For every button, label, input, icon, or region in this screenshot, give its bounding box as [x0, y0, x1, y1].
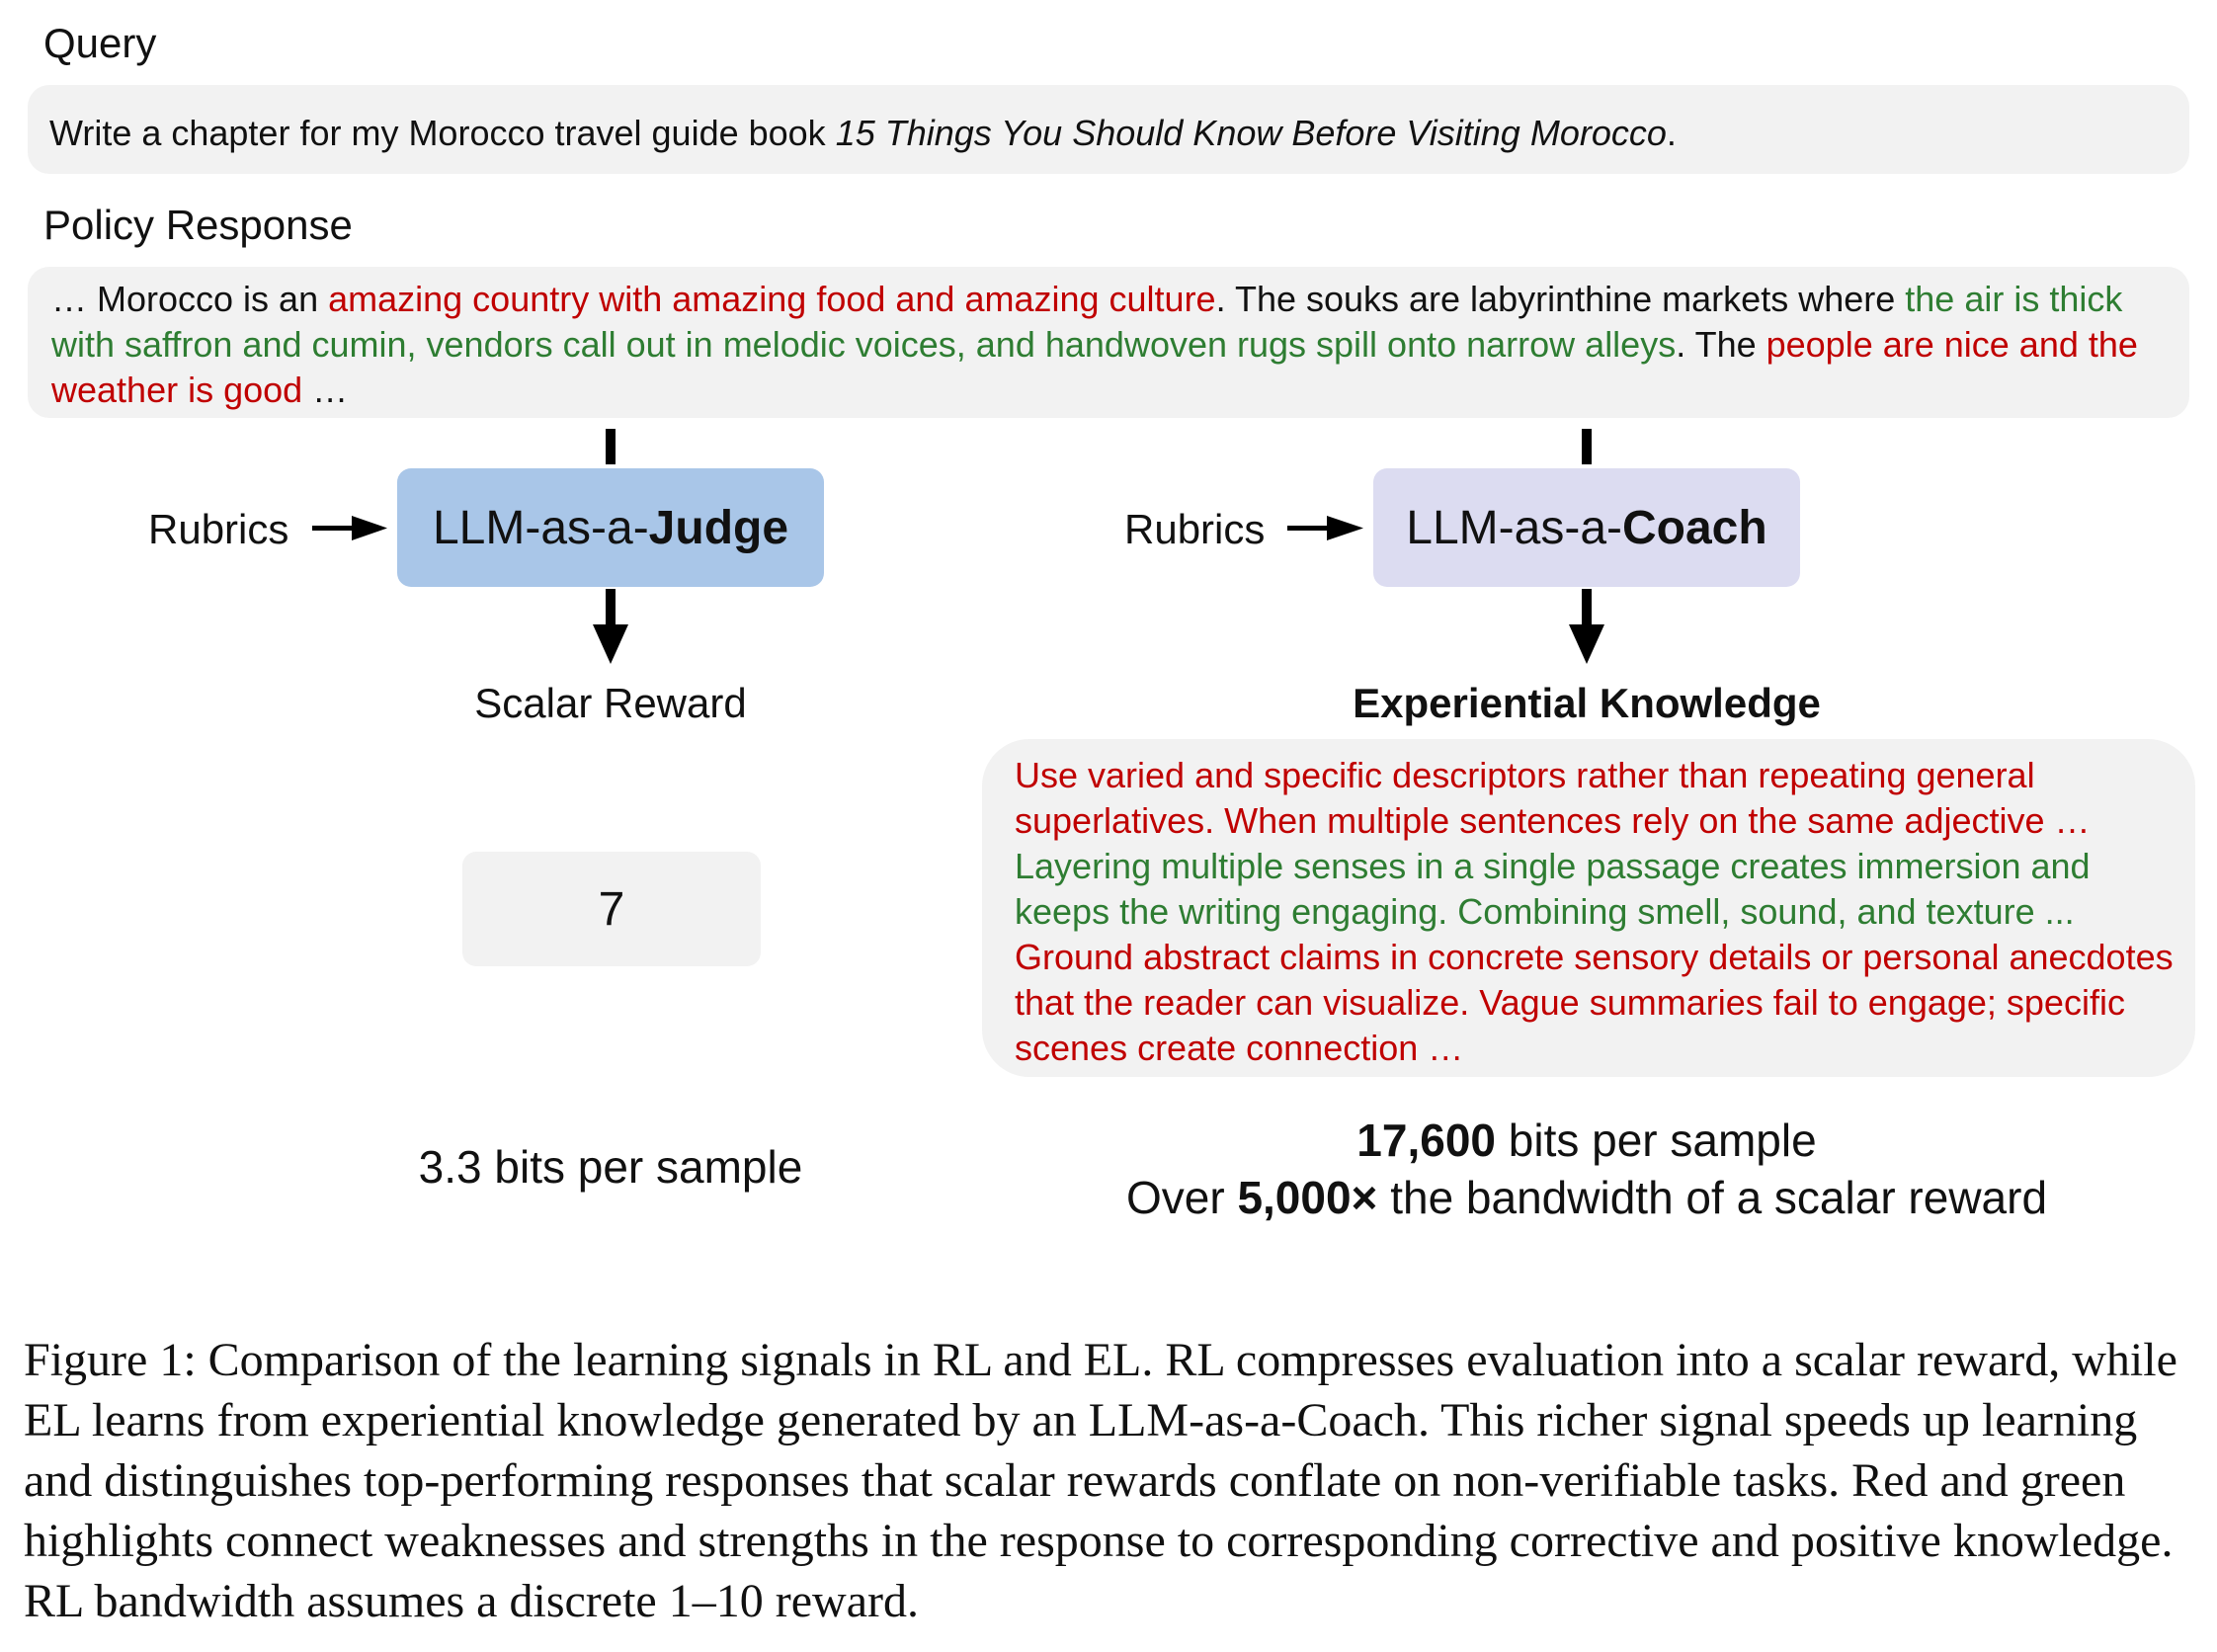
query-text-end: . — [1666, 113, 1677, 153]
knowledge-item-strong: Layering multiple senses in a single passage creates immersion and keeps the writing engaging. Combining smell, sound, and texture ... — [1015, 846, 2091, 932]
policy-to-coach-connector — [1582, 429, 1592, 464]
query-text: Write a chapter for my Morocco travel guide book — [49, 113, 836, 153]
coach-rubrics-label: Rubrics — [1124, 506, 1266, 552]
coach-bits-bold: 17,600 — [1356, 1115, 1496, 1166]
coach-to-knowledge-arrow — [1569, 589, 1604, 664]
policy-segment-plain: … Morocco is an — [51, 279, 329, 319]
judge-bandwidth: 3.3 bits per sample — [418, 1141, 803, 1193]
policy-segment-strong: the air is thick with saffron and cumin, vendors call out in melodic voices, and handwoven rugs spill onto narrow alleys — [51, 279, 2123, 365]
policy-segment-plain: . The — [1676, 324, 1766, 365]
coach-bits-rest: bits per sample — [1496, 1115, 1817, 1166]
llm-coach-node — [1373, 468, 1800, 587]
judge-node-prefix: LLM-as-a- — [432, 501, 649, 554]
policy-segment-weak: amazing country with amazing food and amazing culture — [328, 279, 1216, 319]
experiential-knowledge-panel — [982, 739, 2195, 1077]
coach-over-bold: 5,000× — [1237, 1172, 1378, 1223]
llm-judge-node — [397, 468, 824, 587]
coach-over-line — [994, 1169, 2179, 1226]
figure-caption: Figure 1: Comparison of the learning signals in RL and EL. RL compresses evaluation into a scalar reward, while EL learns from experiential knowledge generated by an LLM-as-a-Coach. This richer signal speeds up learning and distinguishes top-performing responses that scalar rewards conflate on non-verifiable tasks. Red and green highlights connect weaknesses and strengths in the response to corresponding corrective and positive knowledge. RL bandwidth assumes a discrete 1–10 reward. — [24, 1334, 2177, 1627]
judge-node-bold: Judge — [648, 501, 789, 554]
experiential-knowledge-label: Experiential Knowledge — [1353, 680, 1821, 726]
policy-heading: Policy Response — [43, 202, 353, 248]
policy-segment-plain: … — [302, 370, 349, 410]
policy-segment-weak: people are nice and the weather is good — [51, 324, 2138, 410]
query-heading: Query — [43, 20, 157, 66]
coach-bits-line — [994, 1112, 2179, 1169]
policy-to-judge-connector — [606, 429, 616, 464]
scalar-reward-label: Scalar Reward — [474, 680, 747, 726]
rubrics-to-judge-arrow — [312, 516, 387, 540]
judge-to-reward-arrow — [593, 589, 628, 664]
book-title: 15 Things You Should Know Before Visiting Morocco — [835, 113, 1667, 153]
coach-over-rest: the bandwidth of a scalar reward — [1377, 1172, 2048, 1223]
rubrics-to-coach-arrow — [1287, 516, 1363, 540]
policy-segment-plain: . The souks are labyrinthine markets where — [1215, 279, 1906, 319]
knowledge-item-weak: Ground abstract claims in concrete sensory details or personal anecdotes that the reader can visualize. Vague summaries fail to engage; specific scenes create connection … — [1015, 937, 2174, 1068]
coach-over-prefix: Over — [1125, 1172, 1238, 1223]
coach-bandwidth — [994, 1112, 2179, 1226]
judge-rubrics-label: Rubrics — [148, 506, 289, 552]
coach-node-bold: Coach — [1622, 501, 1767, 554]
knowledge-item-weak: Use varied and specific descriptors rather than repeating general superlatives. When multiple sentences rely on the same adjective … — [1015, 755, 2091, 841]
scalar-reward-value: 7 — [462, 852, 761, 966]
coach-node-prefix: LLM-as-a- — [1406, 501, 1622, 554]
